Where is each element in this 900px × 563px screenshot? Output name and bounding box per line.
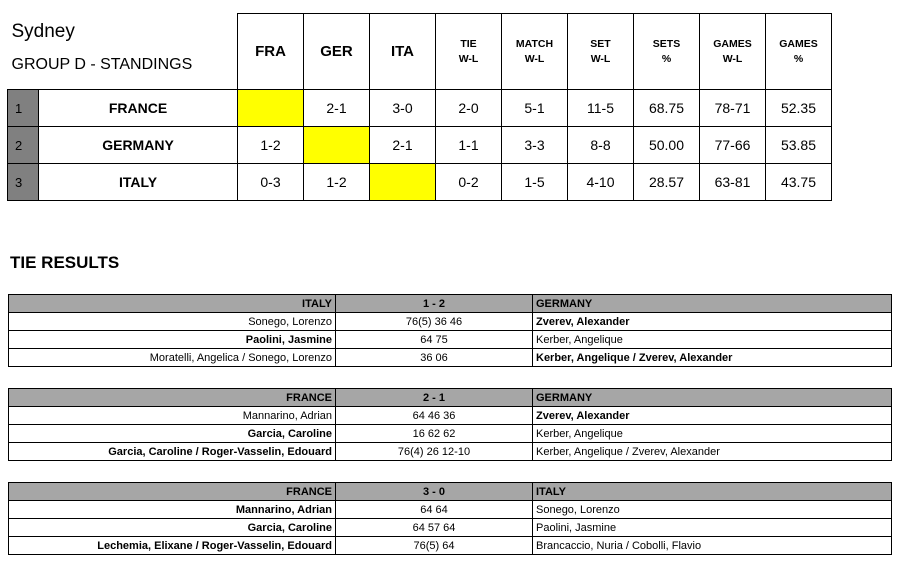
tie-score: 2 - 1 <box>336 389 533 407</box>
match-score: 16 62 62 <box>336 425 533 443</box>
self-cell <box>304 127 370 164</box>
match-left-player: Sonego, Lorenzo <box>9 313 336 331</box>
match-score: 64 64 <box>336 501 533 519</box>
match-score: 64 75 <box>336 331 533 349</box>
match-score: 76(4) 26 12-10 <box>336 443 533 461</box>
tie-left-team: ITALY <box>9 295 336 313</box>
tie-left-team: FRANCE <box>9 483 336 501</box>
group-subtitle: GROUP D - STANDINGS <box>11 55 193 73</box>
team-name: FRANCE <box>39 90 238 127</box>
tie-left-team: FRANCE <box>9 389 336 407</box>
stat-cell: 8-8 <box>568 127 634 164</box>
stat-cell: 2-1 <box>304 90 370 127</box>
column-header-sets-pct: SETS % <box>634 14 700 90</box>
column-header-games-wl: GAMES W-L <box>700 14 766 90</box>
standings-row-germany <box>8 127 832 164</box>
match-right-player: Kerber, Angelique / Zverev, Alexander <box>533 443 892 461</box>
stat-cell: 50.00 <box>634 127 700 164</box>
stat-cell: 11-5 <box>568 90 634 127</box>
stat-cell: 63-81 <box>700 164 766 201</box>
column-header-tie: TIE W-L <box>436 14 502 90</box>
match-right-player: Kerber, Angelique / Zverev, Alexander <box>533 349 892 367</box>
self-cell <box>238 90 304 127</box>
column-header-ita: ITA <box>370 14 436 90</box>
stat-cell: 5-1 <box>502 90 568 127</box>
match-row <box>9 501 892 519</box>
stat-cell: 1-5 <box>502 164 568 201</box>
standings-header-row <box>8 14 832 90</box>
rank-cell: 2 <box>8 127 39 164</box>
tie-score: 3 - 0 <box>336 483 533 501</box>
tie-right-team: ITALY <box>533 483 892 501</box>
stat-cell: 2-0 <box>436 90 502 127</box>
stat-cell: 78-71 <box>700 90 766 127</box>
stat-cell: 28.57 <box>634 164 700 201</box>
match-right-player: Paolini, Jasmine <box>533 519 892 537</box>
tie-table-france-germany <box>8 388 892 461</box>
stat-cell: 1-1 <box>436 127 502 164</box>
match-score: 36 06 <box>336 349 533 367</box>
match-right-player: Zverev, Alexander <box>533 407 892 425</box>
match-right-player: Brancaccio, Nuria / Cobolli, Flavio <box>533 537 892 555</box>
tie-results-heading: TIE RESULTS <box>10 253 120 272</box>
column-header-set: SET W-L <box>568 14 634 90</box>
stat-cell: 4-10 <box>568 164 634 201</box>
column-header-ger: GER <box>304 14 370 90</box>
stat-cell: 2-1 <box>370 127 436 164</box>
tie-score: 1 - 2 <box>336 295 533 313</box>
team-name: ITALY <box>39 164 238 201</box>
team-name: GERMANY <box>39 127 238 164</box>
match-row <box>9 425 892 443</box>
match-left-player: Mannarino, Adrian <box>9 501 336 519</box>
match-left-player: Garcia, Caroline <box>9 519 336 537</box>
stat-cell: 3-3 <box>502 127 568 164</box>
match-right-player: Kerber, Angelique <box>533 331 892 349</box>
match-row <box>9 519 892 537</box>
match-row <box>9 407 892 425</box>
match-row <box>9 349 892 367</box>
stat-cell: 53.85 <box>766 127 832 164</box>
match-row <box>9 331 892 349</box>
stat-cell: 77-66 <box>700 127 766 164</box>
stat-cell: 1-2 <box>304 164 370 201</box>
stat-cell: 0-2 <box>436 164 502 201</box>
city-title: Sydney <box>11 20 75 42</box>
tie-right-team: GERMANY <box>533 295 892 313</box>
standings-table <box>7 13 832 201</box>
match-row <box>9 313 892 331</box>
match-row <box>9 443 892 461</box>
stat-cell: 43.75 <box>766 164 832 201</box>
rank-cell: 3 <box>8 164 39 201</box>
tie-table-italy-germany <box>8 294 892 367</box>
rank-cell: 1 <box>8 90 39 127</box>
match-right-player: Zverev, Alexander <box>533 313 892 331</box>
column-header-match: MATCH W-L <box>502 14 568 90</box>
match-left-player: Moratelli, Angelica / Sonego, Lorenzo <box>9 349 336 367</box>
match-right-player: Sonego, Lorenzo <box>533 501 892 519</box>
match-score: 64 57 64 <box>336 519 533 537</box>
match-left-player: Garcia, Caroline <box>9 425 336 443</box>
match-row <box>9 537 892 555</box>
stat-cell: 3-0 <box>370 90 436 127</box>
column-header-games-pct: GAMES % <box>766 14 832 90</box>
match-left-player: Mannarino, Adrian <box>9 407 336 425</box>
self-cell <box>370 164 436 201</box>
tie-header-row <box>9 295 892 313</box>
stat-cell: 1-2 <box>238 127 304 164</box>
stat-cell: 68.75 <box>634 90 700 127</box>
match-right-player: Kerber, Angelique <box>533 425 892 443</box>
match-left-player: Paolini, Jasmine <box>9 331 336 349</box>
match-score: 76(5) 36 46 <box>336 313 533 331</box>
tie-header-row <box>9 483 892 501</box>
match-score: 64 46 36 <box>336 407 533 425</box>
tie-header-row <box>9 389 892 407</box>
tie-right-team: GERMANY <box>533 389 892 407</box>
standings-row-italy <box>8 164 832 201</box>
match-score: 76(5) 64 <box>336 537 533 555</box>
standings-row-france <box>8 90 832 127</box>
column-header-fra: FRA <box>238 14 304 90</box>
match-left-player: Garcia, Caroline / Roger-Vasselin, Edouard <box>9 443 336 461</box>
match-left-player: Lechemia, Elixane / Roger-Vasselin, Edouard <box>9 537 336 555</box>
tie-table-france-italy <box>8 482 892 555</box>
standings-title <box>8 14 238 90</box>
stat-cell: 52.35 <box>766 90 832 127</box>
stat-cell: 0-3 <box>238 164 304 201</box>
